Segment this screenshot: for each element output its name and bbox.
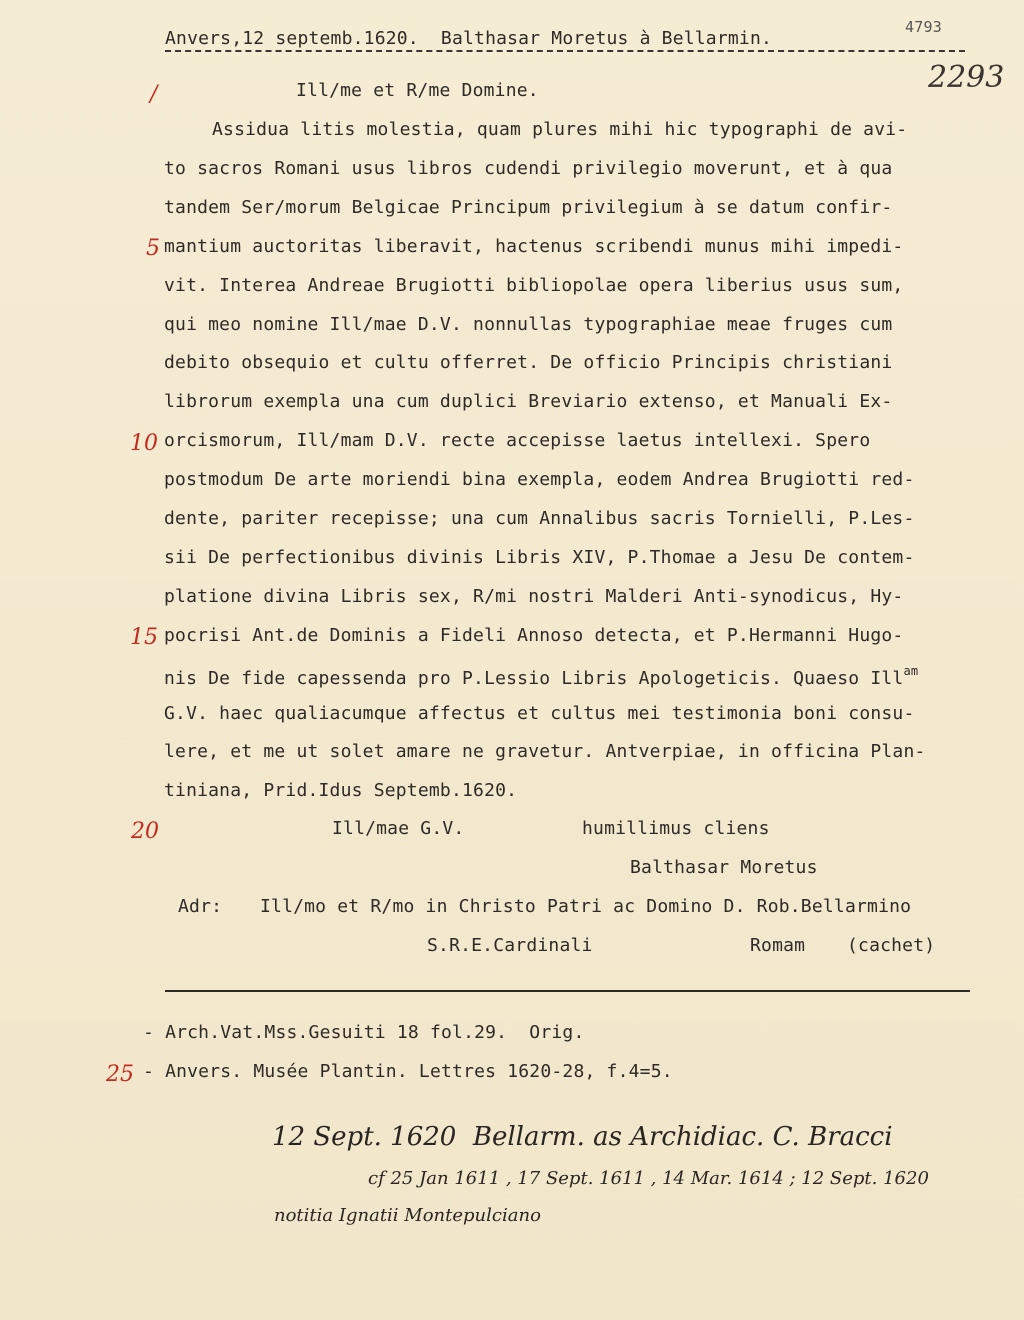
salutation: Ill/me et R/me Domine. xyxy=(296,80,539,101)
letter-line-text: to sacros Romani usus libros cudendi privilegio moverunt, et à qua xyxy=(164,157,893,179)
letter-line-text: Assidua litis molestia, quam plures mihi hic typographi de avi- xyxy=(212,119,908,140)
superscript-am: am xyxy=(903,663,919,678)
letter-line xyxy=(164,741,926,762)
letter-line xyxy=(164,430,870,451)
letter-line-text: mantium auctoritas liberavit, hactenus scribendi munus mihi impedi- xyxy=(164,235,904,257)
line-marker-1: / xyxy=(150,82,158,107)
address-line-1: Ill/mo et R/mo in Christo Patri ac Domino D. Rob.Bellarmino xyxy=(260,896,912,917)
letter-line-text: dente, pariter recepisse; una cum Annalibus sacris Tornielli, P.Les- xyxy=(164,508,915,529)
address-line-2-left: S.R.E.Cardinali xyxy=(427,935,593,956)
letter-line-text: lere, et me ut solet amare ne gravetur. Antverpiae, in officina Plan- xyxy=(164,741,926,763)
letter-line-text: nis De fide capessenda pro P.Lessio Libris Apologeticis. Quaeso Ill xyxy=(164,667,904,689)
closing-left: Ill/mae G.V. xyxy=(332,818,465,839)
line-marker-5: 5 xyxy=(146,236,160,261)
letter-line xyxy=(164,314,892,335)
address-line-2-mid: Romam xyxy=(750,935,806,956)
signature: Balthasar Moretus xyxy=(630,857,818,878)
address-line-2-right: (cachet) xyxy=(847,935,936,956)
letter-line xyxy=(164,780,517,801)
pencil-number: 2293 xyxy=(928,60,1005,95)
letter-line-text: pocrisi Ant.de Dominis a Fideli Annoso detecta, et P.Hermanni Hugo- xyxy=(164,624,904,646)
header-title: Anvers,12 septemb.1620. Balthasar Moretus à Bellarmin. xyxy=(165,28,773,49)
line-marker-20: 20 xyxy=(131,819,159,844)
line-marker-15: 15 xyxy=(130,625,158,650)
letter-line xyxy=(164,703,915,724)
letter-line xyxy=(164,625,903,646)
letter-line xyxy=(164,508,915,529)
letter-line xyxy=(164,664,918,689)
letter-line xyxy=(164,197,892,218)
source-line-2: - Anvers. Musée Plantin. Lettres 1620-28, f.4=5. xyxy=(143,1061,673,1082)
source-line-1: - Arch.Vat.Mss.Gesuiti 18 fol.29. Orig. xyxy=(143,1022,585,1043)
letter-line-text: platione divina Libris sex, R/mi nostri Malderi Anti-synodicus, Hy- xyxy=(164,585,904,607)
footer-rule xyxy=(165,990,970,992)
handwritten-note-2: cf 25 Jan 1611 , 17 Sept. 1611 , 14 Mar. 1614 ; 12 Sept. 1620 xyxy=(368,1168,929,1189)
letter-line-text: postmodum De arte moriendi bina exempla, eodem Andrea Brugiotti red- xyxy=(164,469,915,491)
letter-line xyxy=(164,352,892,373)
letter-line-text: vit. Interea Andreae Brugiotti bibliopolae opera liberius usus sum, xyxy=(164,274,904,296)
letter-line-text: librorum exempla una cum duplici Breviario extenso, et Manuali Ex- xyxy=(164,391,893,413)
letter-line xyxy=(164,547,915,568)
letter-line xyxy=(164,586,903,607)
letter-line xyxy=(164,236,903,257)
line-marker-25: 25 xyxy=(106,1062,134,1087)
letter-line-text: tiniana, Prid.Idus Septemb.1620. xyxy=(164,780,518,802)
handwritten-note-1: 12 Sept. 1620 Bellarm. as Archidiac. C. Bracci xyxy=(272,1122,893,1152)
closing-right: humillimus cliens xyxy=(582,818,770,839)
letter-line-text: G.V. haec qualiacumque affectus et cultus mei testimonia boni consu- xyxy=(164,702,915,724)
letter-line xyxy=(212,119,907,140)
letter-line-text: debito obsequio et cultu offerret. De officio Principis christiani xyxy=(164,352,893,374)
letter-line xyxy=(164,469,915,490)
letter-line xyxy=(164,275,903,296)
letter-line-text: sii De perfectionibus divinis Libris XIV, P.Thomae a Jesu De contem- xyxy=(164,546,915,568)
header-dashed-rule xyxy=(165,50,965,52)
letter-line-text: tandem Ser/morum Belgicae Principum privilegium à se datum confir- xyxy=(164,196,893,218)
letter-line-text: orcismorum, Ill/mam D.V. recte accepisse laetus intellexi. Spero xyxy=(164,430,871,452)
letter-line xyxy=(164,158,892,179)
letter-line xyxy=(164,391,892,412)
line-marker-10: 10 xyxy=(130,431,158,456)
handwritten-note-3: notitia Ignatii Montepulciano xyxy=(274,1205,541,1226)
archive-number: 4793 xyxy=(905,18,942,36)
letter-line-text: qui meo nomine Ill/mae D.V. nonnullas typographiae meae fruges cum xyxy=(164,313,893,335)
address-label: Adr: xyxy=(178,896,223,917)
